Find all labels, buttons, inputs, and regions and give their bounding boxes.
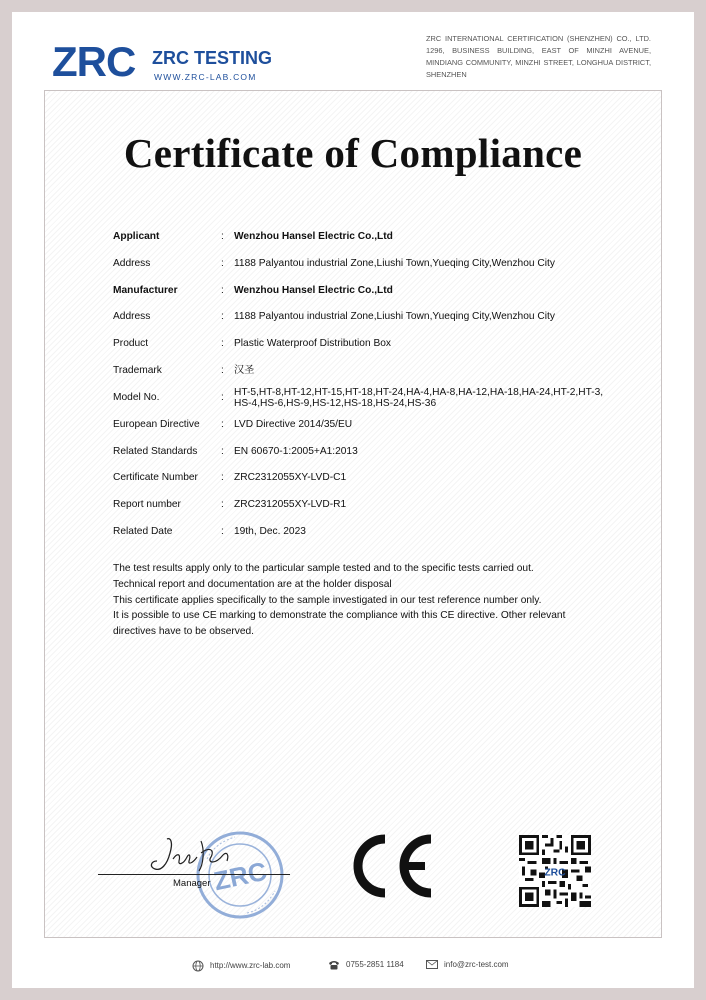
- field-label: Applicant: [113, 231, 160, 242]
- field-label: Related Standards: [113, 446, 198, 457]
- field-value: 19th, Dec. 2023: [234, 526, 306, 537]
- field-value: EN 60670-1:2005+A1:2013: [234, 446, 358, 457]
- field-colon: :: [221, 311, 224, 322]
- logo-company-name: ZRC TESTING: [152, 48, 272, 68]
- field-label: Address: [113, 311, 151, 322]
- footer-phone: [328, 960, 404, 970]
- note-line: This certificate applies specifically to the sample investigated in our test reference number only.: [113, 594, 542, 606]
- certificate-frame: [44, 90, 662, 938]
- compliance-notes: [113, 561, 573, 640]
- field-label: Manufacturer: [113, 285, 178, 296]
- field-colon: :: [221, 365, 224, 376]
- qr-logo: ZRC: [544, 867, 566, 879]
- field-label: Product: [113, 338, 149, 349]
- field-value: Wenzhou Hansel Electric Co.,Ltd: [234, 285, 393, 296]
- qr-code-icon: [519, 835, 591, 907]
- field-label: Certificate Number: [113, 472, 198, 483]
- ce-mark-icon: [345, 833, 437, 899]
- footer-email-text[interactable]: info@zrc-test.com: [444, 960, 509, 969]
- envelope-icon: [426, 960, 438, 969]
- field-value: Wenzhou Hansel Electric Co.,Ltd: [234, 231, 393, 242]
- seal-text: ZRC: [210, 855, 270, 897]
- note-line: It is possible to use CE marking to demonstrate the compliance with this CE directive. Other relevant directives have to be observed.: [113, 610, 566, 638]
- field-value: Plastic Waterproof Distribution Box: [234, 338, 392, 349]
- field-colon: :: [221, 526, 224, 537]
- field-label: Report number: [113, 499, 181, 510]
- field-colon: :: [221, 338, 224, 349]
- note-line: The test results apply only to the particular sample tested and to the specific tests carried out.: [113, 563, 534, 574]
- field-colon: :: [221, 472, 224, 483]
- field-value: LVD Directive 2014/35/EU: [234, 419, 353, 430]
- footer-email: [426, 960, 509, 969]
- zrc-logo: [52, 34, 292, 90]
- field-value: 1188 Palyantou industrial Zone,Liushi Town,Yueqing City,Wenzhou City: [234, 258, 555, 269]
- footer-website-text[interactable]: http://www.zrc-lab.com: [210, 961, 291, 971]
- field-value: ZRC2312055XY-LVD-R1: [234, 499, 347, 510]
- field-colon: :: [221, 231, 224, 242]
- company-address: ZRC INTERNATIONAL CERTIFICATION (SHENZHEN) CO., LTD. 1296, BUSINESS BUILDING, EAST OF MINZHI AVENUE, MINDIANG COMMUNITY, MINZHI STREET, LONGHUA DISTRICT, SHENZHEN: [426, 34, 651, 79]
- field-label: Address: [113, 258, 151, 269]
- logo-letters: ZRC: [52, 38, 136, 85]
- footer-website: [192, 960, 290, 972]
- field-colon: :: [221, 285, 224, 296]
- manager-label: Manager: [173, 878, 211, 889]
- field-value: 汉圣: [234, 365, 255, 376]
- footer-phone-text: 0755-2851 1184: [346, 960, 404, 970]
- field-colon: :: [221, 446, 224, 457]
- certificate-title: Certificate of Compliance: [123, 130, 583, 176]
- logo-website: WWW.ZRC-LAB.COM: [154, 72, 257, 82]
- phone-icon: [328, 960, 340, 970]
- globe-icon: [192, 960, 204, 972]
- field-value: 1188 Palyantou industrial Zone,Liushi Town,Yueqing City,Wenzhou City: [234, 311, 555, 322]
- field-label: Trademark: [113, 365, 162, 376]
- field-label: European Directive: [113, 419, 200, 430]
- field-colon: :: [221, 392, 224, 403]
- field-label: Related Date: [113, 526, 173, 537]
- field-value: HT-5,HT-8,HT-12,HT-15,HT-18,HT-24,HA-4,HA-8,HA-12,HA-18,HA-24,HT-2,HT-3,HS-4,HS-6,HS-9,HS-12,HS-18,HS-24,HS-36: [234, 387, 604, 409]
- field-colon: :: [221, 419, 224, 430]
- field-label: Model No.: [113, 392, 160, 403]
- note-line: Technical report and documentation are at the holder disposal: [113, 578, 392, 590]
- field-colon: :: [221, 499, 224, 510]
- field-value: ZRC2312055XY-LVD-C1: [234, 472, 347, 483]
- signature-line: [98, 874, 290, 875]
- field-colon: :: [221, 258, 224, 269]
- certificate-page: [12, 12, 694, 988]
